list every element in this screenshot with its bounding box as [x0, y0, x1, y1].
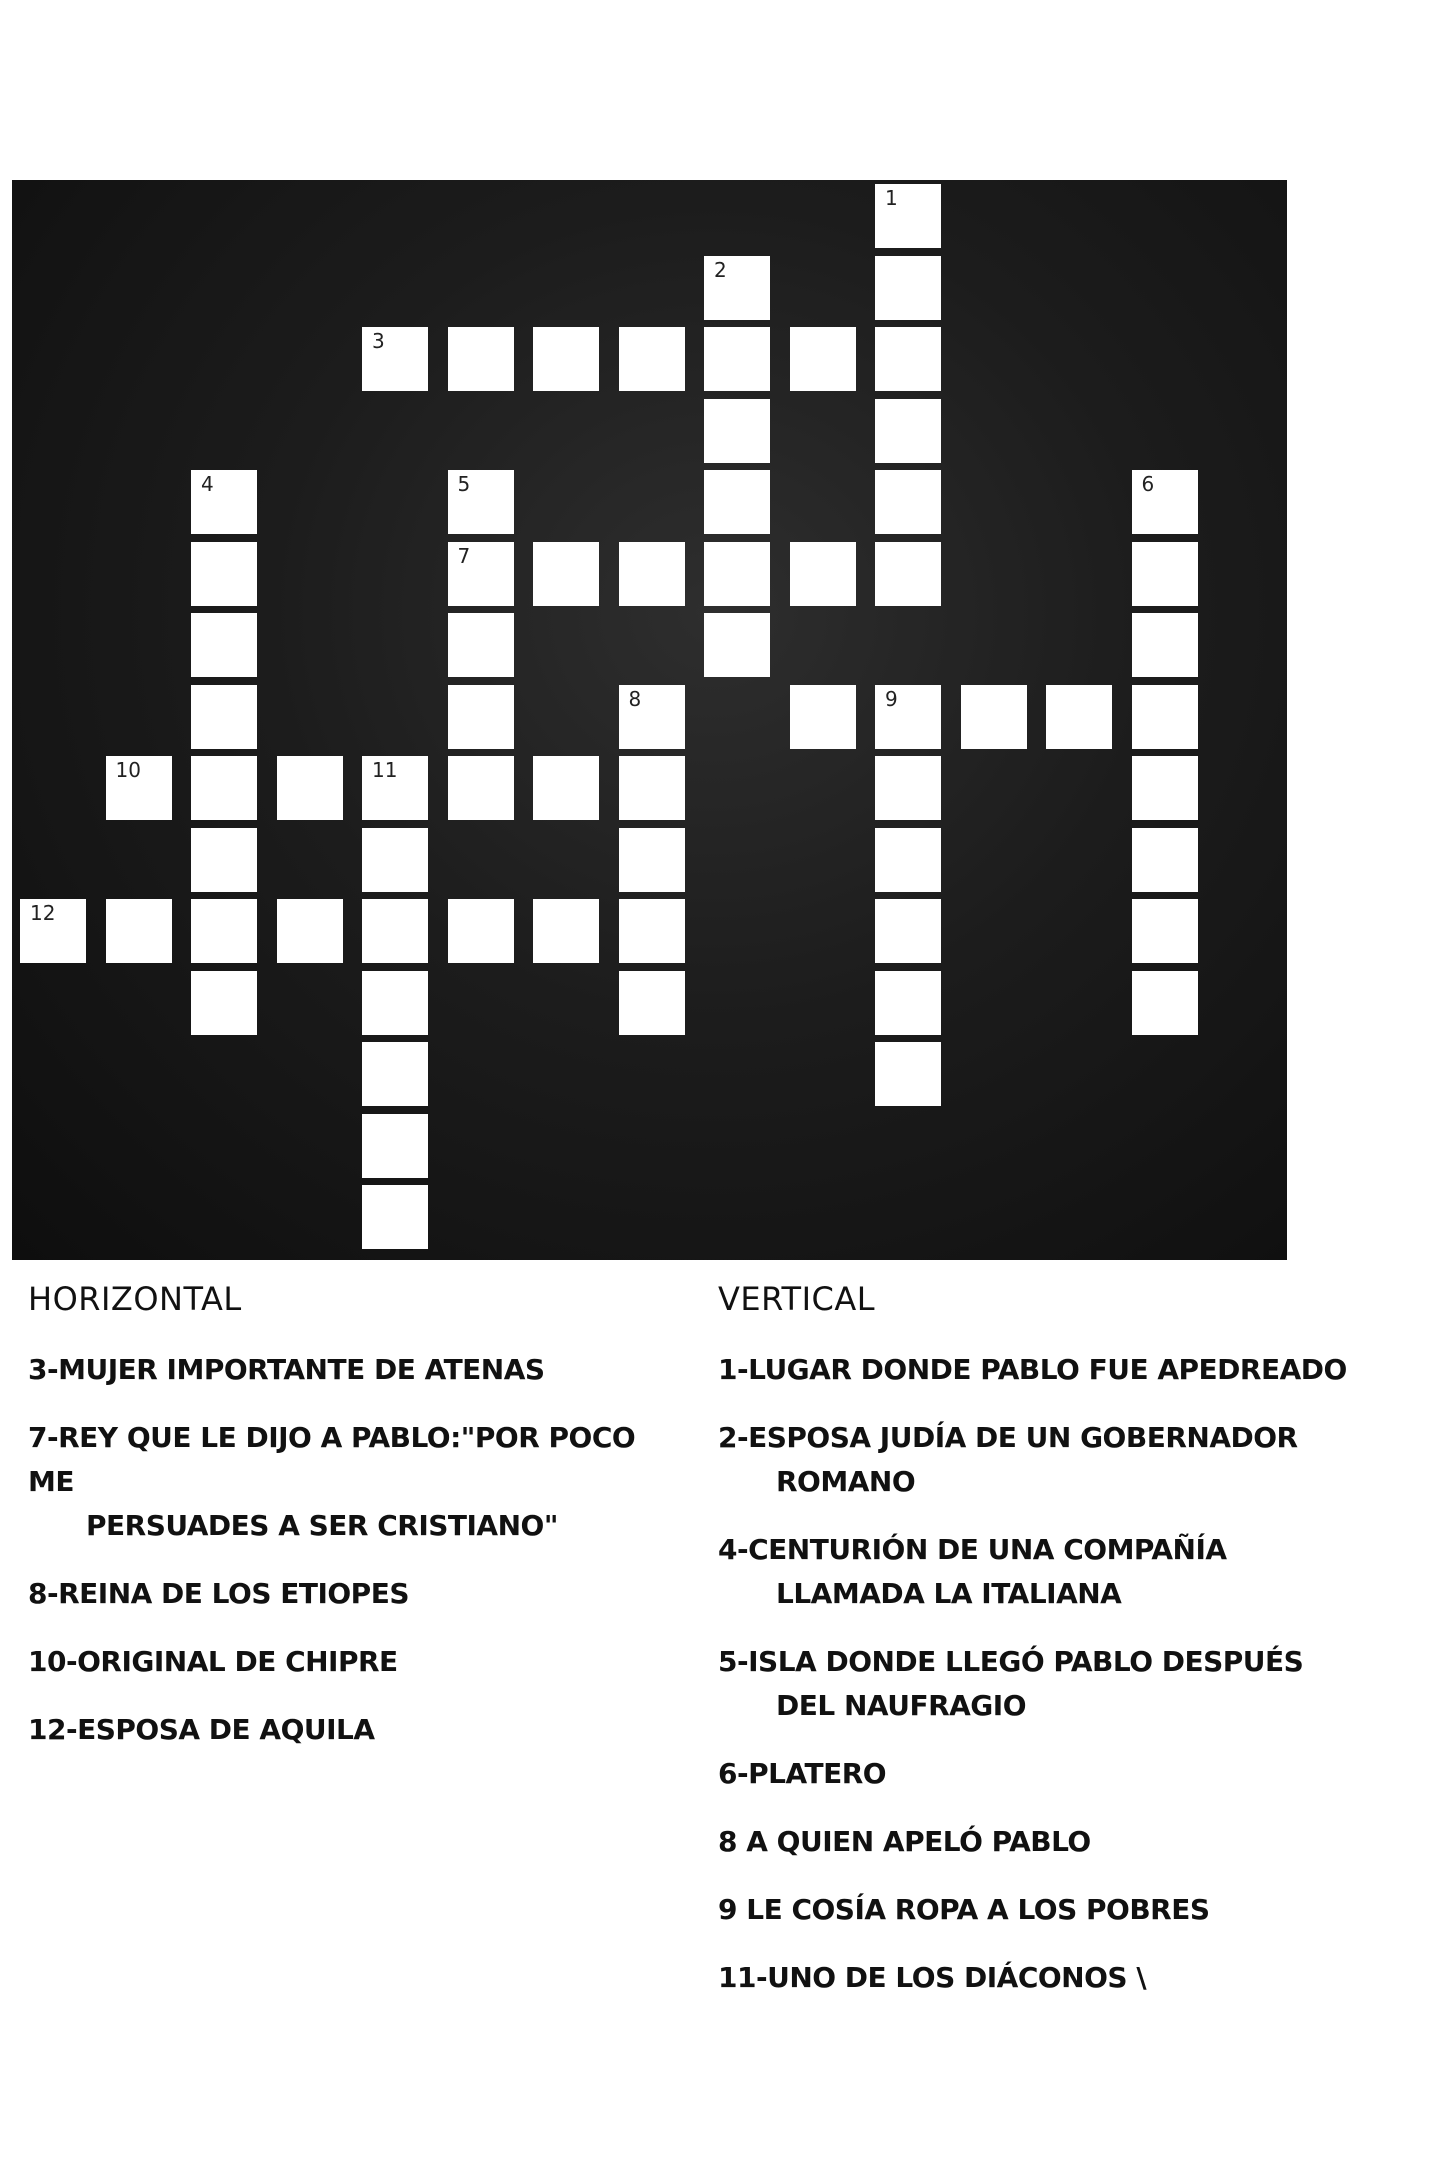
clue-number: 11 — [372, 758, 398, 782]
clue-h-10 — [28, 1640, 688, 1684]
crossword-cell[interactable] — [875, 828, 941, 892]
crossword-cell[interactable] — [362, 899, 428, 963]
crossword-cell-1[interactable] — [875, 184, 941, 248]
clue-number: 7 — [457, 543, 471, 568]
crossword-cell[interactable] — [533, 899, 599, 963]
clue-v-11 — [718, 1956, 1418, 2000]
clue-v-8 — [718, 1820, 1418, 1864]
crossword-cell-3[interactable] — [362, 327, 428, 391]
clue-continuation: ROMANO — [776, 1465, 916, 1498]
crossword-cell[interactable] — [448, 685, 514, 749]
clue-text: 7-REY QUE LE DIJO A PABLO:"POR POCO ME — [28, 1421, 636, 1498]
clue-v-9 — [718, 1888, 1418, 1932]
crossword-cell[interactable] — [362, 1185, 428, 1249]
clue-v-5 — [718, 1640, 1418, 1728]
crossword-cell[interactable] — [362, 971, 428, 1035]
horizontal-heading: HORIZONTAL — [28, 1280, 242, 1318]
clue-number: 1 — [885, 186, 898, 210]
crossword-cell[interactable] — [362, 828, 428, 892]
crossword-cell[interactable] — [1046, 685, 1112, 749]
crossword-cell[interactable] — [1132, 899, 1198, 963]
clue-number: 4 — [201, 472, 214, 496]
crossword-cell[interactable] — [362, 1042, 428, 1106]
crossword-cell[interactable] — [448, 756, 514, 820]
crossword-cell-2[interactable] — [704, 256, 770, 320]
clue-continuation: LLAMADA LA ITALIANA — [776, 1577, 1122, 1610]
clue-number: 12 — [30, 901, 56, 925]
clue-text: 4-CENTURIÓN DE UNA COMPAÑÍA — [718, 1533, 1227, 1566]
clue-number: 2 — [714, 257, 727, 282]
clue-text: 11-UNO DE LOS DIÁCONOS \ — [718, 1961, 1147, 1994]
crossword-cell[interactable] — [448, 327, 514, 391]
crossword-cell[interactable] — [1132, 756, 1198, 820]
vertical-clues — [718, 1280, 1418, 2024]
clue-v-4 — [718, 1528, 1418, 1616]
crossword-cell[interactable] — [619, 828, 685, 892]
crossword-cell[interactable] — [875, 470, 941, 534]
crossword-cell[interactable] — [533, 542, 599, 606]
crossword-cell[interactable] — [875, 1042, 941, 1106]
crossword-cell[interactable] — [704, 613, 770, 677]
clue-v-6 — [718, 1752, 1418, 1796]
crossword-cell[interactable] — [191, 971, 257, 1035]
crossword-cell[interactable] — [448, 899, 514, 963]
crossword-cell[interactable] — [1132, 685, 1198, 749]
clue-text: 2-ESPOSA JUDÍA DE UN GOBERNADOR — [718, 1421, 1298, 1454]
crossword-cell-8[interactable] — [619, 685, 685, 749]
horizontal-clues — [28, 1280, 688, 1776]
crossword-cell[interactable] — [191, 756, 257, 820]
crossword-cell[interactable] — [191, 613, 257, 677]
crossword-cell[interactable] — [790, 327, 856, 391]
crossword-cell[interactable] — [704, 327, 770, 391]
crossword-cell[interactable] — [533, 756, 599, 820]
crossword-cell[interactable] — [191, 685, 257, 749]
crossword-cell[interactable] — [1132, 542, 1198, 606]
clue-number: 8 — [628, 686, 642, 711]
clue-continuation: DEL NAUFRAGIO — [776, 1689, 1026, 1722]
crossword-cell[interactable] — [619, 899, 685, 963]
clue-number: 6 — [1141, 472, 1155, 496]
clue-number: 5 — [457, 472, 471, 496]
crossword-cell[interactable] — [875, 756, 941, 820]
crossword-cell[interactable] — [533, 327, 599, 391]
crossword-cell[interactable] — [448, 613, 514, 677]
crossword-cell-4[interactable] — [191, 470, 257, 534]
crossword-cell[interactable] — [875, 542, 941, 606]
crossword-cell[interactable] — [191, 542, 257, 606]
crossword-cell-12[interactable] — [20, 899, 86, 963]
crossword-cell[interactable] — [277, 756, 343, 820]
crossword-cell[interactable] — [704, 399, 770, 463]
crossword-cell[interactable] — [961, 685, 1027, 749]
crossword-cell[interactable] — [790, 542, 856, 606]
clue-v-2 — [718, 1416, 1418, 1504]
crossword-cell[interactable] — [790, 685, 856, 749]
clue-text: 5-ISLA DONDE LLEGÓ PABLO DESPUÉS — [718, 1645, 1304, 1678]
crossword-cell[interactable] — [277, 899, 343, 963]
crossword-cell[interactable] — [619, 756, 685, 820]
crossword-cell[interactable] — [191, 828, 257, 892]
crossword-cell[interactable] — [704, 542, 770, 606]
clue-text: 8 A QUIEN APELÓ PABLO — [718, 1825, 1091, 1858]
crossword-board — [12, 180, 1287, 1260]
clue-h-12 — [28, 1708, 688, 1752]
clue-text: 9 LE COSÍA ROPA A LOS POBRES — [718, 1893, 1210, 1926]
crossword-cell-11[interactable] — [362, 756, 428, 820]
crossword-cell[interactable] — [875, 327, 941, 391]
crossword-cell[interactable] — [191, 899, 257, 963]
clue-text: 10-ORIGINAL DE CHIPRE — [28, 1645, 398, 1678]
clue-number: 3 — [372, 329, 385, 353]
clue-h-7 — [28, 1416, 688, 1548]
clue-text: 1-LUGAR DONDE PABLO FUE APEDREADO — [718, 1353, 1347, 1386]
crossword-cell[interactable] — [619, 327, 685, 391]
crossword-cell-7[interactable] — [448, 542, 514, 606]
crossword-cell[interactable] — [1132, 613, 1198, 677]
crossword-cell[interactable] — [619, 542, 685, 606]
crossword-cell[interactable] — [875, 899, 941, 963]
crossword-cell[interactable] — [875, 399, 941, 463]
crossword-cell[interactable] — [106, 899, 172, 963]
clue-text: 8-REINA DE LOS ETIOPES — [28, 1577, 409, 1610]
crossword-cell[interactable] — [619, 971, 685, 1035]
crossword-cell[interactable] — [362, 1114, 428, 1178]
clue-v-1 — [718, 1348, 1418, 1392]
crossword-cell-9[interactable] — [875, 685, 941, 749]
clue-h-3 — [28, 1348, 688, 1392]
clue-h-8 — [28, 1572, 688, 1616]
crossword-cell[interactable] — [875, 256, 941, 320]
crossword-cell[interactable] — [875, 971, 941, 1035]
clue-text: 6-PLATERO — [718, 1757, 887, 1790]
crossword-cell[interactable] — [1132, 971, 1198, 1035]
clue-number: 10 — [115, 758, 141, 782]
crossword-cell[interactable] — [704, 470, 770, 534]
clue-text: 3-MUJER IMPORTANTE DE ATENAS — [28, 1353, 545, 1386]
crossword-cell-6[interactable] — [1132, 470, 1198, 534]
crossword-cell[interactable] — [1132, 828, 1198, 892]
clue-text: 12-ESPOSA DE AQUILA — [28, 1713, 375, 1746]
clue-continuation: PERSUADES A SER CRISTIANO" — [86, 1509, 558, 1542]
crossword-cell-10[interactable] — [106, 756, 172, 820]
crossword-cell-5[interactable] — [448, 470, 514, 534]
vertical-heading: VERTICAL — [718, 1280, 876, 1318]
clue-number: 9 — [885, 686, 898, 711]
